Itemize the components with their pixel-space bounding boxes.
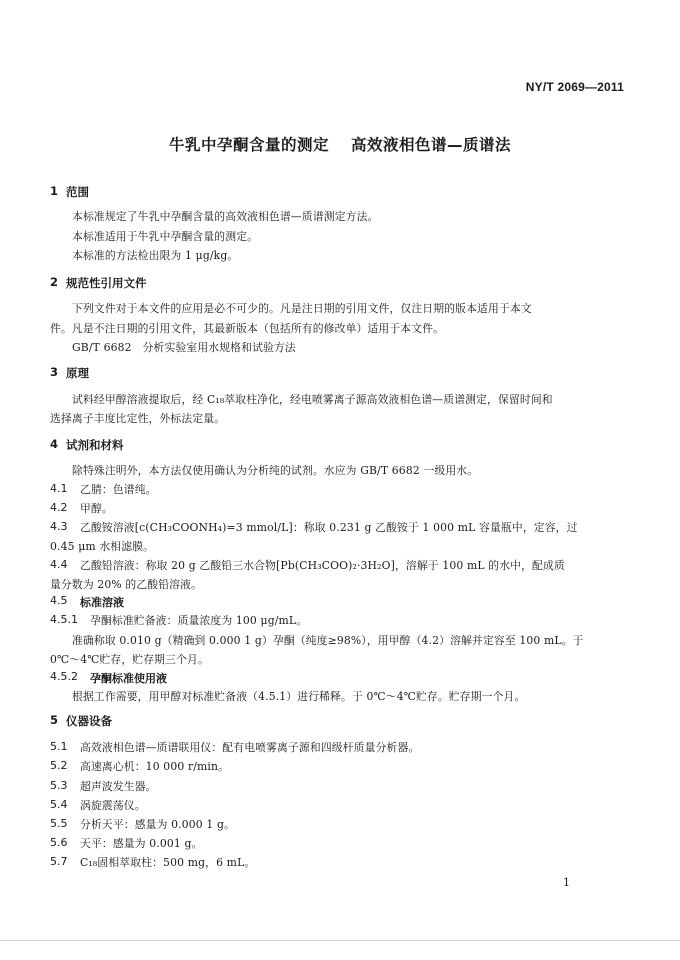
item-text: 超声波发生器。 <box>80 780 157 793</box>
section-number: 1 <box>50 184 59 198</box>
item-text-continued: 根据工作需要，用甲醇对标准贮备液（4.5.1）进行稀释。于 0℃～4℃贮存。贮存期一个月。 <box>72 690 526 703</box>
section-number: 2 <box>50 275 59 289</box>
section-title: 仪器设备 <box>66 714 112 728</box>
item-text: 分析天平：感量为 0.000 1 g。 <box>80 818 236 831</box>
document-title <box>0 133 680 155</box>
section-number: 4 <box>50 437 59 451</box>
item-number: 4.3 <box>50 520 68 533</box>
paragraph-line: 件。凡是不注日期的引用文件，其最新版本（包括所有的修改单）适用于本文件。 <box>50 322 445 335</box>
paragraph-line: 本标准适用于牛乳中孕酮含量的测定。 <box>72 230 259 243</box>
item-number: 5.7 <box>50 855 68 868</box>
standard-code: NY/T 2069—2011 <box>525 80 624 94</box>
section-title: 试剂和材料 <box>66 438 124 452</box>
paragraph-line: 除特殊注明外，本方法仅使用确认为分析纯的试剂。水应为 GB/T 6682 一级用水。 <box>72 464 479 477</box>
paragraph-line: 选择离子丰度比定性，外标法定量。 <box>50 412 226 425</box>
item-text-continued: 0.45 μm 水相滤膜。 <box>50 540 155 553</box>
item-text: 乙腈：色谱纯。 <box>80 483 157 496</box>
section-number: 5 <box>50 713 59 727</box>
section-title: 原理 <box>66 366 89 380</box>
item-text: 孕酮标准贮备液：质量浓度为 100 μg/mL。 <box>90 614 308 627</box>
title-part-2: 高效液相色谱—质谱法 <box>351 136 512 154</box>
item-number: 5.3 <box>50 779 68 792</box>
item-text: 涡旋震荡仪。 <box>80 799 146 812</box>
subsection-title: 孕酮标准使用液 <box>90 672 167 685</box>
paragraph-line: 下列文件对于本文件的应用是必不可少的。凡是注日期的引用文件，仅注日期的版本适用于本文 <box>72 302 532 315</box>
subsection-title: 标准溶液 <box>80 596 124 609</box>
item-text: 乙酸铵溶液[c(CH₃COONH₄)=3 mmol/L]：称取 0.231 g 乙酸铵于 1 000 mL 容量瓶中，定容，过 <box>80 521 578 534</box>
item-number: 4.5.1 <box>50 613 78 626</box>
paragraph-line: 本标准的方法检出限为 1 μg/kg。 <box>72 249 239 262</box>
paragraph-line: 试料经甲醇溶液提取后，经 C₁₈萃取柱净化，经电喷雾离子源高效液相色谱—质谱测定，保留时间和 <box>72 393 553 406</box>
item-text: 乙酸铅溶液：称取 20 g 乙酸铅三水合物[Pb(CH₃COO)₂·3H₂O]，溶解于 100 mL 的水中，配成质 <box>80 559 565 572</box>
item-number: 4.2 <box>50 501 68 514</box>
item-number: 5.6 <box>50 836 68 849</box>
title-part-1: 牛乳中孕酮含量的测定 <box>168 136 329 154</box>
item-number: 4.4 <box>50 558 68 571</box>
page-number: 1 <box>563 876 570 889</box>
item-text: 天平：感量为 0.001 g。 <box>80 837 203 850</box>
item-text-continued: 量分数为 20% 的乙酸铅溶液。 <box>50 578 203 591</box>
section-title: 范围 <box>66 185 89 199</box>
item-text: 高速离心机：10 000 r/min。 <box>80 760 230 773</box>
section-title: 规范性引用文件 <box>66 276 147 290</box>
item-number: 5.2 <box>50 759 68 772</box>
item-text: 甲醇。 <box>80 502 113 515</box>
item-text-continued: 准确称取 0.010 g（精确到 0.000 1 g）孕酮（纯度≥98%），用甲醇（4.2）溶解并定容至 100 mL。于 <box>72 634 584 647</box>
reference-line: GB/T 6682 分析实验室用水规格和试验方法 <box>72 341 296 354</box>
item-number: 5.1 <box>50 740 68 753</box>
item-text: 高效液相色谱—质谱联用仪：配有电喷雾离子源和四级杆质量分析器。 <box>80 741 420 754</box>
item-number: 4.5.2 <box>50 670 78 683</box>
item-number: 4.5 <box>50 594 68 607</box>
paragraph-line: 本标准规定了牛乳中孕酮含量的高效液相色谱—质谱测定方法。 <box>72 210 379 223</box>
item-number: 5.4 <box>50 798 68 811</box>
item-text-continued: 0℃～4℃贮存，贮存期三个月。 <box>50 653 209 666</box>
item-number: 4.1 <box>50 482 68 495</box>
section-number: 3 <box>50 365 59 379</box>
item-number: 5.5 <box>50 817 68 830</box>
item-text: C₁₈固相萃取柱：500 mg，6 mL。 <box>80 856 256 869</box>
page-edge-line <box>0 940 680 941</box>
